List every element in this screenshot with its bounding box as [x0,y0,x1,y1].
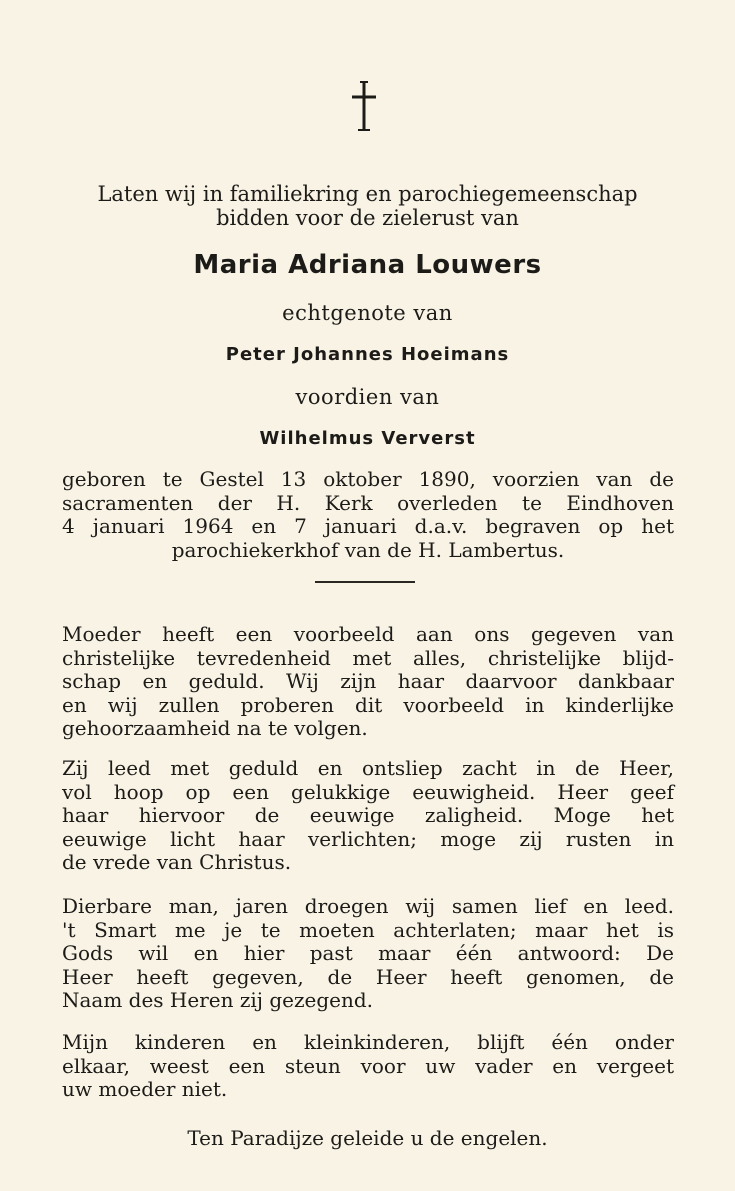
paragraph-line: Moeder heeft een voorbeeld aan ons gegeven van [62,622,674,646]
former-spouse-name: Wilhelmus Ververst [259,428,476,449]
paragraph-line: 't Smart me je te moeten achterlaten; maar het is [62,917,674,942]
paragraph-line: Zij leed met geduld en ontsliep zacht in de Heer, [62,756,674,780]
paragraph-line: uw moeder niet. [62,1077,228,1101]
intro-line-1: Laten wij in familiekring en parochiegemeenschap [97,182,638,206]
paragraph-line: gehoorzaamheid na te volgen. [62,716,368,740]
paragraph-3 [62,895,674,1013]
paragraph-line: haar hiervoor de eeuwige zaligheid. Moge het [62,803,674,827]
latin-cross-icon [346,80,382,132]
paragraph-line: schap en geduld. Wij zijn haar daarvoor dankbaar [62,669,674,693]
paragraph-line: en wij zullen proberen dit voorbeeld in kinderlijke [62,692,674,717]
paragraph-line: eeuwige licht haar verlichten; moge zij rusten in [62,826,674,851]
closing-line: Ten Paradijze geleide u de engelen. [187,1126,548,1150]
paragraph-1 [62,623,674,741]
paragraph-line: Mijn kinderen en kleinkinderen, blijft één onder [62,1030,674,1054]
biography-line: sacramenten der H. Kerk overleden te Eindhoven [62,490,674,515]
paragraph-2 [62,757,674,875]
biography-line: geboren te Gestel 13 oktober 1890, voorzien van de [62,467,674,491]
paragraph-line: elkaar, weest een steun voor uw vader en vergeet [62,1053,674,1078]
biography-line: 4 januari 1964 en 7 januari d.a.v. begraven op het [62,514,674,538]
divider-line [315,581,415,583]
intro-line-2: bidden voor de zielerust van [216,206,519,230]
biography-line: parochiekerkhof van de H. Lambertus. [171,537,565,562]
spouse-relation: echtgenote van [282,301,453,325]
spouse-name: Peter Johannes Hoeimans [225,344,510,365]
paragraph-line: christelijke tevredenheid met alles, christelijke blijd- [62,645,674,670]
deceased-name: Maria Adriana Louwers [193,250,542,280]
paragraph-line: Naam des Heren zij gezegend. [62,988,374,1012]
paragraph-line: de vrede van Christus. [62,850,292,874]
paragraph-line: vol hoop op een gelukkige eeuwigheid. Heer geef [62,779,674,804]
paragraph-line: Dierbare man, jaren droegen wij samen lief en leed. [62,894,674,918]
paragraph-line: Gods wil en hier past maar één antwoord: De [62,941,674,965]
former-relation: voordien van [295,385,440,409]
paragraph-line: Heer heeft gegeven, de Heer heeft genomen, de [62,964,674,989]
paragraph-4 [62,1031,674,1102]
biography [62,468,674,562]
